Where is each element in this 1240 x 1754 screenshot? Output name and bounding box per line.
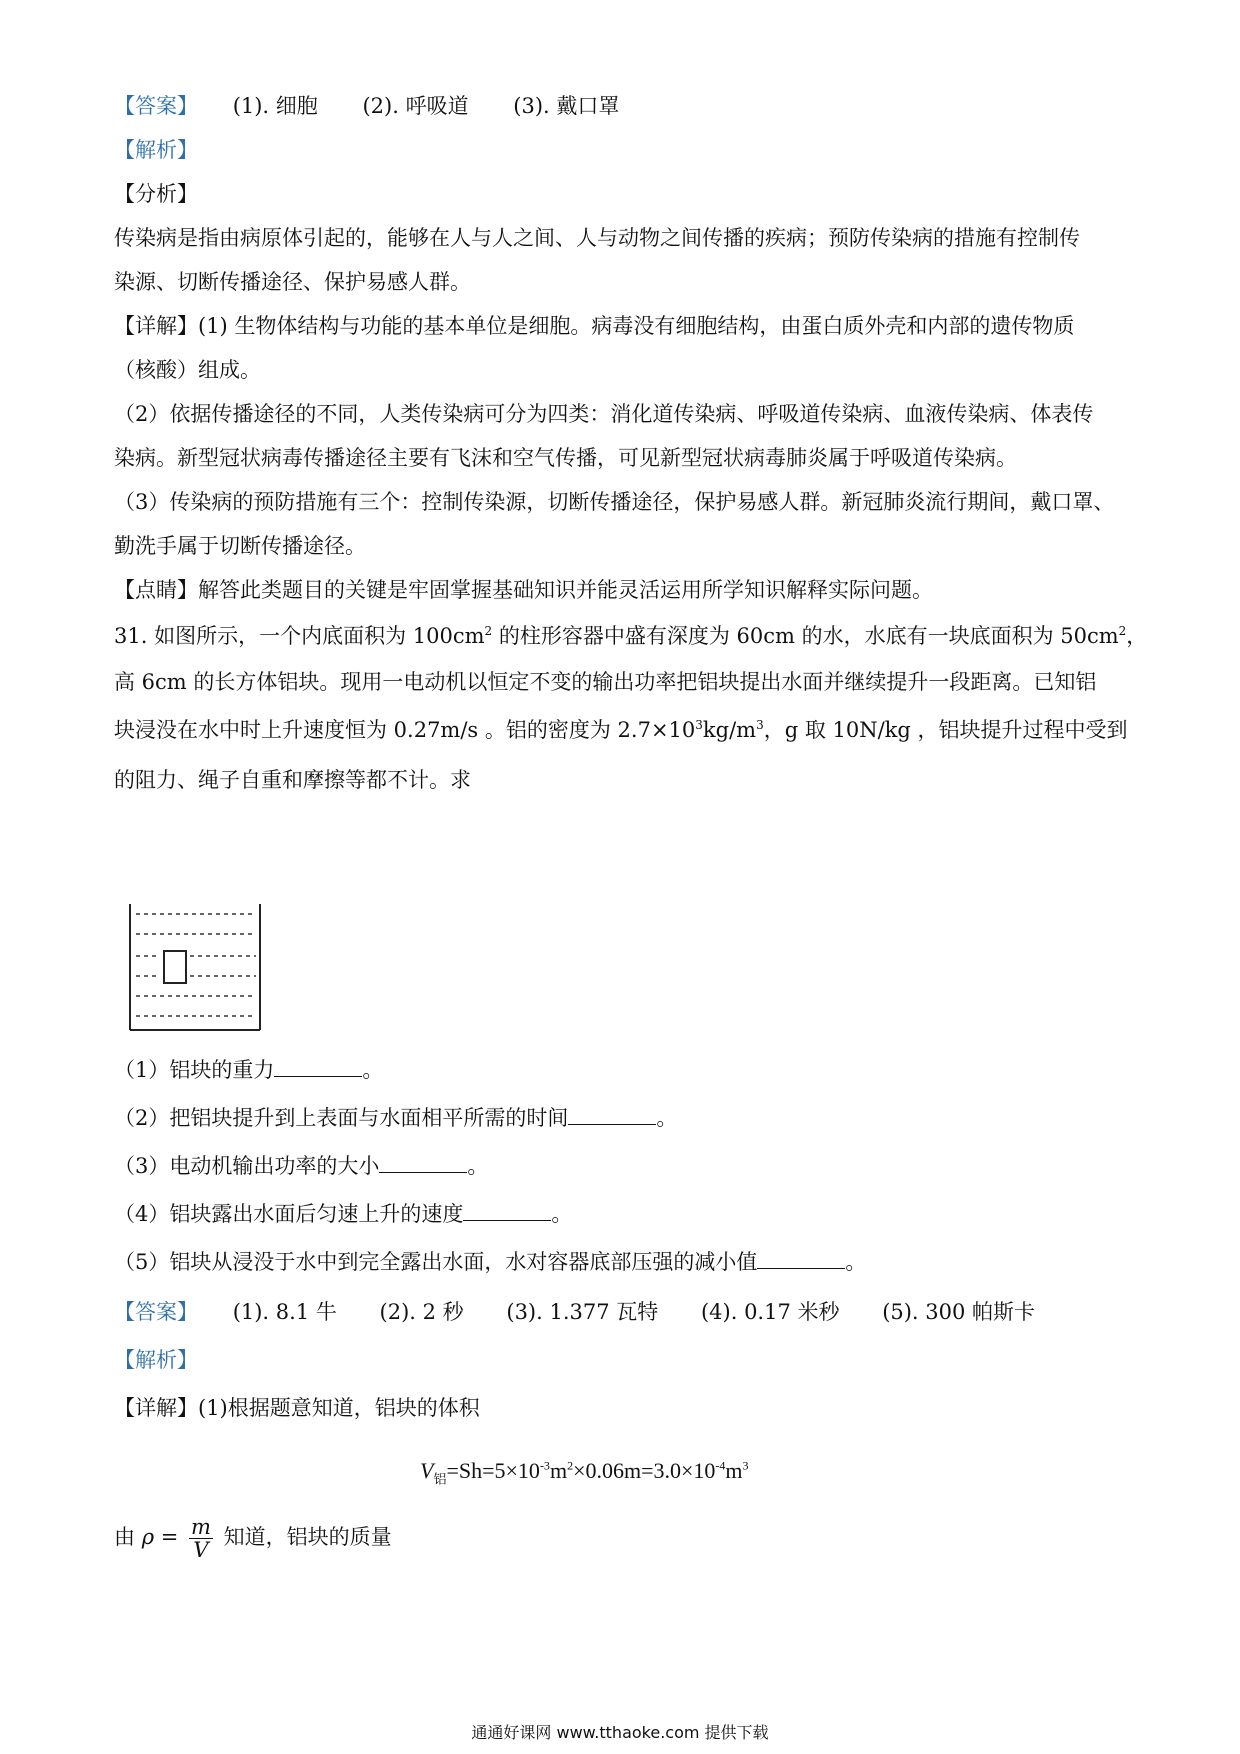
sub-question: [114, 1151, 1124, 1181]
paragraph-line: 传染病是指由病原体引起的，能够在人与人之间、人与动物之间传播的疾病；预防传染病的措施有控制传: [114, 226, 1080, 250]
formula-exponent: -4: [715, 1458, 726, 1473]
sub-question: [114, 1247, 1124, 1277]
superscript: 3: [695, 718, 703, 732]
fraction-denominator: V: [193, 1538, 209, 1562]
sub-question: [114, 1199, 1124, 1229]
period: 。: [845, 1250, 867, 1274]
period: 。: [551, 1202, 573, 1226]
comment-text: 解答此类题目的关键是牢固掌握基础知识并能灵活运用所学知识解释实际问题。: [198, 578, 933, 602]
fenxi-tag: 【分析】: [114, 182, 198, 206]
answer-line-31: [114, 1297, 1124, 1327]
detail-tag: 【详解】: [114, 314, 198, 338]
formula-part: =Sh=5×10: [446, 1458, 540, 1483]
answer-blank: [274, 1056, 362, 1077]
water-lines: [136, 914, 256, 1016]
formula-subscript: 铝: [433, 1471, 447, 1487]
detail-text: (1)根据题意知道，铝块的体积: [198, 1396, 480, 1420]
mass-volume-fraction: [189, 1516, 213, 1561]
period: 。: [467, 1154, 489, 1178]
formula-part: m: [725, 1458, 743, 1483]
superscript: 3: [756, 718, 764, 732]
fraction-numerator: m: [191, 1515, 211, 1539]
page-footer: 通通好课网 www.tthaoke.com 提供下载: [471, 1723, 769, 1742]
question-31-line-4: 的阻力、绳子自重和摩擦等都不计。求: [114, 768, 471, 792]
formula-part: ×0.06m=3.0×10: [573, 1458, 716, 1483]
aluminum-block: [164, 951, 186, 983]
paragraph-line: （核酸）组成。: [114, 358, 261, 382]
formula-part: m: [549, 1458, 568, 1483]
superscript: 2: [1118, 624, 1127, 638]
sub-question-text: （3）电动机输出功率的大小: [114, 1154, 380, 1178]
rho-prefix: 由: [114, 1525, 135, 1549]
sub-question-text: （4）铝块露出水面后匀速上升的速度: [114, 1202, 464, 1226]
paragraph-line: （3）传染病的预防措施有三个：控制传染源，切断传播途径，保护易感人群。新冠肺炎流行期间，戴口罩、: [114, 490, 1115, 514]
formula-exponent: 3: [742, 1458, 749, 1473]
answer-blank: [757, 1248, 845, 1269]
period: 。: [362, 1058, 384, 1082]
q31-text: ，g 取 10N/kg ，铝块提升过程中受到: [763, 718, 1128, 742]
answer-item: (5). 300 帕斯卡: [882, 1300, 1036, 1324]
paragraph-line: 勤洗手属于切断传播途径。: [114, 534, 366, 558]
answer-item: (2). 2 秒: [379, 1300, 464, 1324]
density-line: [114, 1512, 1124, 1562]
answer-item: (2). 呼吸道: [362, 94, 469, 118]
q31-text: 块浸没在水中时上升速度恒为 0.27m/s 。铝的密度为 2.7×10: [114, 718, 696, 742]
formula-exponent: -3: [539, 1458, 550, 1473]
analysis-tag: 【解析】: [114, 138, 198, 162]
answer-tag: 【答案】: [114, 1300, 198, 1324]
question-31-line-2: 高 6cm 的长方体铝块。现用一电动机以恒定不变的输出功率把铝块提出水面并继续提升一段距离。已知铝: [114, 670, 1097, 694]
sub-question-text: （1）铝块的重力: [114, 1058, 275, 1082]
sub-question-text: （2）把铝块提升到上表面与水面相平所需的时间: [114, 1106, 569, 1130]
q31-text: ，: [1126, 624, 1148, 648]
analysis-tag: 【解析】: [114, 1348, 198, 1372]
fenxi-heading: [114, 179, 1124, 209]
paragraph-line: （2）依据传播途径的不同，人类传染病可分为四类：消化道传染病、呼吸道传染病、血液传染病、体表传: [114, 402, 1094, 426]
answer-item: (3). 1.377 瓦特: [506, 1300, 659, 1324]
container-diagram: [128, 904, 268, 1034]
detail-tag: 【详解】: [114, 1396, 198, 1420]
detail-text: (1) 生物体结构与功能的基本单位是细胞。病毒没有细胞结构，由蛋白质外壳和内部的遗传物质: [198, 314, 1075, 338]
formula-exponent: 2: [567, 1458, 574, 1473]
question-31-line-1: [114, 621, 1148, 651]
comment-line: [114, 575, 1124, 605]
period: 。: [656, 1106, 678, 1130]
analysis-heading: [114, 135, 1124, 165]
sub-question-text: （5）铝块从浸没于水中到完全露出水面，水对容器底部压强的减小值: [114, 1250, 758, 1274]
answer-line-1: [114, 91, 1124, 121]
analysis-heading-31: [114, 1345, 1124, 1375]
sub-question: [114, 1055, 1124, 1085]
volume-formula: [420, 1458, 749, 1487]
answer-item: (3). 戴口罩: [513, 94, 620, 118]
answer-item: (1). 8.1 牛: [232, 1300, 337, 1324]
sub-question: [114, 1103, 1124, 1133]
answer-item: (1). 细胞: [232, 94, 318, 118]
answer-blank: [379, 1152, 467, 1173]
formula-symbol: V: [420, 1458, 434, 1483]
q31-text: 31. 如图所示，一个内底面积为 100cm: [114, 624, 485, 648]
answer-item: (4). 0.17 米秒: [700, 1300, 840, 1324]
answer-blank: [463, 1200, 551, 1221]
detail-line: [114, 311, 1124, 341]
detail-line-31: [114, 1393, 1124, 1423]
q31-text: 的柱形容器中盛有深度为 60cm 的水，水底有一块底面积为 50cm: [492, 624, 1119, 648]
answer-blank: [568, 1104, 656, 1125]
paragraph-line: 染病。新型冠状病毒传播途径主要有飞沫和空气传播，可见新型冠状病毒肺炎属于呼吸道传染病。: [114, 446, 1017, 470]
rho-symbol: ρ =: [141, 1525, 179, 1549]
superscript: 2: [484, 624, 493, 638]
rho-suffix: 知道，铝块的质量: [223, 1525, 392, 1549]
answer-tag: 【答案】: [114, 94, 198, 118]
paragraph-line: 染源、切断传播途径、保护易感人群。: [114, 270, 471, 294]
comment-tag: 【点睛】: [114, 578, 198, 602]
q31-text: kg/m: [702, 718, 757, 742]
question-31-line-3: [114, 715, 1128, 745]
